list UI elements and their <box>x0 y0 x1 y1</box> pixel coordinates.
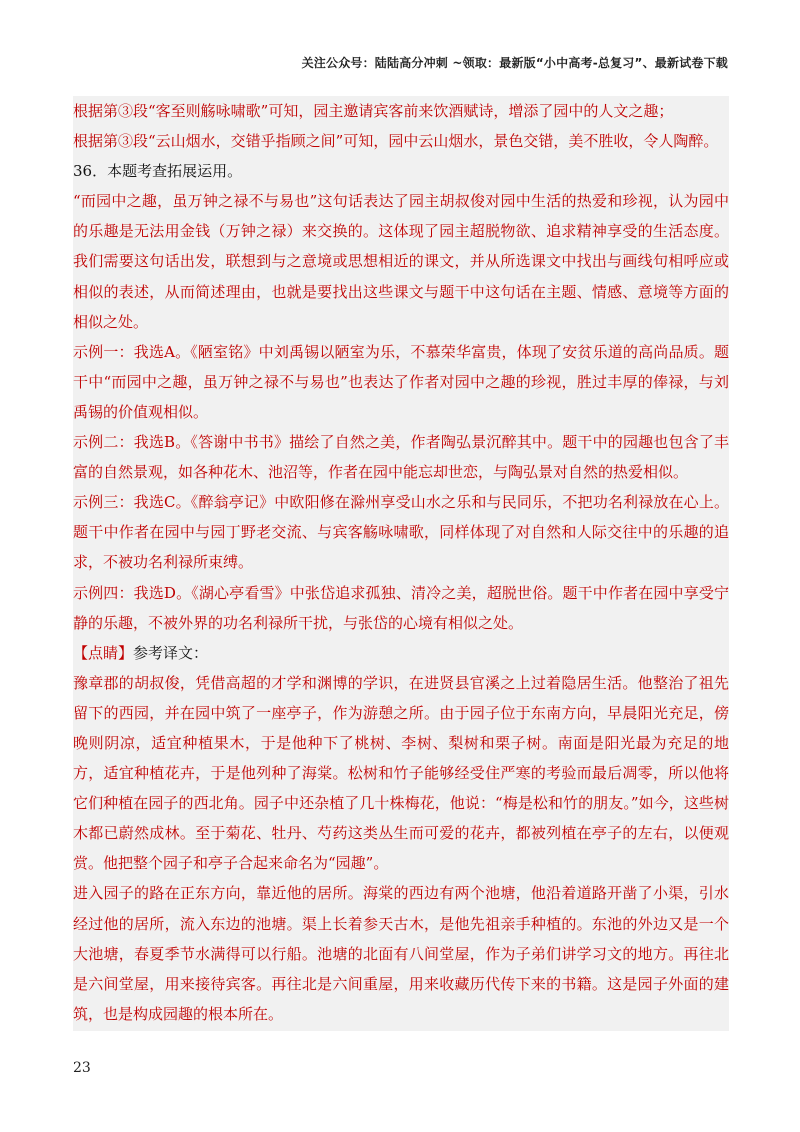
example-paragraph: 示例二：我选B。《答谢中书书》描绘了自然之美，作者陶弘景沉醉其中。题干中的园趣也包含了丰富的自然景观，如各种花木、池沼等，作者在园中能忘却世恋，与陶弘景对自然的热爱相似。 <box>73 433 729 482</box>
answer-paragraph: 根据第③段“客至则觞咏啸歌”可知，园主邀请宾客前来饮酒赋诗，增添了园中的人文之趣； <box>73 102 674 120</box>
tip-heading <box>73 638 729 668</box>
example-paragraph: 示例三：我选C。《醉翁亭记》中欧阳修在滁州享受山水之乐和与民同乐，不把功名利禄放在心上。题干中作者在园中与园丁野老交流、与宾客觞咏啸歌，同样体现了对自然和人际交往中的乐趣的追求，不被功名利禄所束缚。 <box>73 493 729 572</box>
translation-paragraph: 豫章郡的胡叔俊，凭借高超的才学和渊博的学识，在进贤县官溪之上过着隐居生活。他整治了祖先留下的西园，并在园中筑了一座亭子，作为游憩之所。由于园子位于东南方向，早晨阳光充足，傍晚则阴凉，适宜种植果木，于是他种下了桃树、李树、梨树和栗子树。南面是阳光最为充足的地方，适宜种植花卉，于是他列种了海棠。松树和竹子能够经受住严寒的考验而最后凋零，所以他将它们种植在园子的西北角。园子中还杂植了几十株梅花，他说：“梅是松和竹的朋友。”如今，这些树木都已蔚然成林。至于菊花、牡丹、芍药这类丛生而可爱的花卉，都被列植在亭子的左右，以便观赏。他把整个园子和亭子合起来命名为“园趣”。 <box>73 673 729 873</box>
page-header: 关注公众号：陆陆高分冲刺 ~领取：最新版“小中高考-总复习”、最新试卷下载 <box>301 56 728 70</box>
answer-content <box>73 96 729 1031</box>
example-paragraph: 示例四：我选D。《湖心亭看雪》中张岱追求孤独、清冷之美，超脱世俗。题干中作者在园中享受宁静的乐趣，不被外界的功名利禄所干扰，与张岱的心境有相似之处。 <box>73 583 729 632</box>
answer-paragraph: “而园中之趣，虽万钟之禄不与易也”这句话表达了园主胡叔俊对园中生活的热爱和珍视，认为园中的乐趣是无法用金钱（万钟之禄）来交换的。这体现了园主超脱物欲、追求精神享受的生活态度。我们需要这句话出发，联想到与之意境或思想相近的课文，并从所选课文中找出与画线句相呼应或相似的表述，从而简述理由，也就是要找出这些课文与题干中这句话在主题、情感、意境等方面的相似之处。 <box>73 192 729 331</box>
example-paragraph: 示例一：我选A。《陋室铭》中刘禹锡以陋室为乐，不慕荣华富贵，体现了安贫乐道的高尚品质。题干中“而园中之趣，虽万钟之禄不与易也”也表达了作者对园中之趣的珍视，胜过丰厚的俸禄，与刘禹锡的价值观相似。 <box>73 342 729 421</box>
answer-paragraph: 根据第③段“云山烟水，交错乎指顾之间”可知，园中云山烟水，景色交错，美不胜收，令人陶醉。 <box>73 132 719 151</box>
page-number: 23 <box>73 1060 91 1076</box>
tip-label: 参考译文： <box>133 643 209 662</box>
translation-paragraph: 进入园子的路在正东方向，靠近他的居所。海棠的西边有两个池塘，他沿着道路开凿了小渠，引水经过他的居所，流入东边的池塘。渠上长着参天古木，是他先祖亲手种植的。东池的外边又是一个大池塘，春夏季节水满得可以行船。池塘的北面有八间堂屋，作为子弟们讲学习文的地方。再往北是六间堂屋，用来接待宾客。再往北是六间重屋，用来收藏历代传下来的书籍。这是园子外面的建筑，也是构成园趣的根本所在。 <box>73 884 729 1023</box>
question-heading: 36．本题考查拓展运用。 <box>73 162 243 181</box>
tip-bracket-label: 【点睛】 <box>73 643 134 662</box>
